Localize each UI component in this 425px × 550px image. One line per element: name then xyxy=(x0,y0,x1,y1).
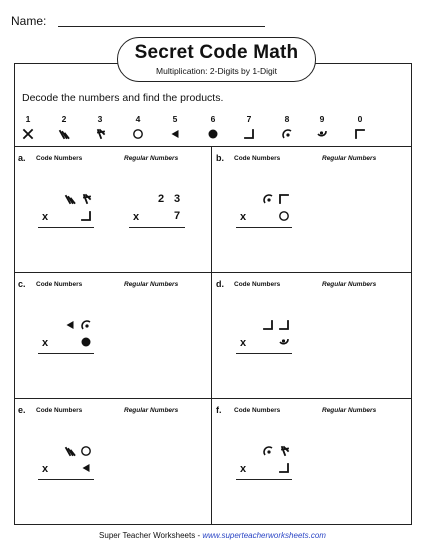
code-symbol xyxy=(278,336,290,348)
regular-numbers-header: Regular Numbers xyxy=(124,281,179,288)
problem-letter: a. xyxy=(18,153,26,163)
triple-slash-alt-icon xyxy=(278,445,290,457)
regular-numbers-header: Regular Numbers xyxy=(322,407,377,414)
arc-dot-icon xyxy=(80,319,92,331)
problem-panel xyxy=(14,399,211,524)
code-problem xyxy=(38,319,98,359)
top-left-corner-icon xyxy=(354,128,366,140)
code-key-symbol xyxy=(88,127,112,145)
answer-line xyxy=(236,227,292,228)
digit: 7 xyxy=(173,210,181,222)
hollow-circle-icon xyxy=(132,128,144,140)
code-numbers-header: Code Numbers xyxy=(234,281,281,288)
regular-problem xyxy=(129,193,189,233)
left-triangle-icon xyxy=(64,319,76,331)
bottom-right-corner-icon xyxy=(262,319,274,331)
code-symbol xyxy=(80,193,92,205)
code-symbol xyxy=(80,210,92,222)
bottom-right-corner-icon xyxy=(278,319,290,331)
code-symbol xyxy=(278,210,290,222)
code-key-item xyxy=(52,114,76,145)
problem-panel xyxy=(14,147,211,272)
code-symbol xyxy=(262,319,274,331)
code-key-symbol xyxy=(310,127,334,145)
regular-answer-area[interactable] xyxy=(124,439,204,499)
code-key-item xyxy=(201,114,225,145)
problem-letter: f. xyxy=(216,405,222,415)
code-symbol xyxy=(64,319,76,331)
page-title: Secret Code Math xyxy=(134,42,299,63)
problem-letter: e. xyxy=(18,405,26,415)
code-key-digit: 6 xyxy=(210,114,216,124)
code-key-symbol xyxy=(275,127,299,145)
answer-line xyxy=(129,227,185,228)
code-key-digit: 1 xyxy=(25,114,31,124)
code-key-digit: 9 xyxy=(319,114,325,124)
answer-line xyxy=(38,479,94,480)
code-key-digit: 0 xyxy=(357,114,363,124)
cup-dot-icon xyxy=(316,128,328,140)
code-symbol xyxy=(278,445,290,457)
code-key-item xyxy=(310,114,334,145)
code-symbol xyxy=(278,319,290,331)
bottom-right-corner-icon xyxy=(80,210,92,222)
code-key-digit: 7 xyxy=(246,114,252,124)
regular-answer-area[interactable] xyxy=(322,439,402,499)
code-key-item xyxy=(126,114,150,145)
filled-circle-icon xyxy=(80,336,92,348)
code-key-symbol xyxy=(201,127,225,145)
code-numbers-header: Code Numbers xyxy=(234,407,281,414)
multiply-operator: x xyxy=(42,463,49,475)
title-pill xyxy=(117,37,316,82)
code-problem xyxy=(236,319,296,359)
code-problem xyxy=(38,445,98,485)
top-left-corner-icon xyxy=(278,193,290,205)
code-key-symbol xyxy=(163,127,187,145)
instructions: Decode the numbers and find the products. xyxy=(22,92,224,104)
code-numbers-header: Code Numbers xyxy=(36,407,83,414)
code-key-digit: 8 xyxy=(284,114,290,124)
code-key-digit: 2 xyxy=(61,114,67,124)
code-numbers-header: Code Numbers xyxy=(234,155,281,162)
regular-answer-area[interactable] xyxy=(322,187,402,247)
regular-numbers-header: Regular Numbers xyxy=(124,407,179,414)
regular-numbers-header: Regular Numbers xyxy=(322,281,377,288)
digit: 2 xyxy=(157,193,165,205)
triple-slash-alt-icon xyxy=(80,193,92,205)
answer-line xyxy=(38,227,94,228)
code-key-item xyxy=(348,114,372,145)
name-label: Name: xyxy=(11,14,47,28)
code-key-symbol xyxy=(16,127,40,145)
x-mark-icon xyxy=(22,128,34,140)
multiply-operator: x xyxy=(42,211,49,223)
multiply-operator: x xyxy=(133,211,140,223)
hollow-circle-icon xyxy=(278,210,290,222)
code-symbol xyxy=(80,462,92,474)
arc-dot-icon xyxy=(281,128,293,140)
arc-dot-icon xyxy=(262,193,274,205)
code-key-digit: 5 xyxy=(172,114,178,124)
regular-answer-area[interactable] xyxy=(124,313,204,373)
triple-slash-icon xyxy=(64,193,76,205)
answer-line xyxy=(38,353,94,354)
code-numbers-header: Code Numbers xyxy=(36,155,83,162)
problem-letter: c. xyxy=(18,279,26,289)
code-key-symbol xyxy=(237,127,261,145)
problem-panel xyxy=(212,399,409,524)
left-triangle-icon xyxy=(80,462,92,474)
code-key-symbol xyxy=(348,127,372,145)
bottom-right-corner-icon xyxy=(243,128,255,140)
code-symbol xyxy=(262,193,274,205)
answer-line xyxy=(236,353,292,354)
problem-panel xyxy=(212,273,409,398)
code-symbol xyxy=(64,193,76,205)
page-subtitle: Multiplication: 2-Digits by 1-Digit xyxy=(156,66,277,76)
bottom-right-corner-icon xyxy=(278,462,290,474)
code-key-digit: 3 xyxy=(97,114,103,124)
triple-slash-icon xyxy=(64,445,76,457)
filled-circle-icon xyxy=(207,128,219,140)
code-key-symbol xyxy=(126,127,150,145)
footer-url[interactable]: www.superteacherworksheets.com xyxy=(202,531,326,540)
code-symbol xyxy=(80,445,92,457)
problem-panel xyxy=(212,147,409,272)
regular-numbers-header: Regular Numbers xyxy=(322,155,377,162)
code-problem xyxy=(236,193,296,233)
code-symbol xyxy=(80,336,92,348)
hollow-circle-icon xyxy=(80,445,92,457)
answer-line xyxy=(236,479,292,480)
code-key-item xyxy=(275,114,299,145)
problem-letter: d. xyxy=(216,279,224,289)
triple-slash-alt-icon xyxy=(94,128,106,140)
code-symbol xyxy=(80,319,92,331)
code-symbol xyxy=(278,193,290,205)
problem-panel xyxy=(14,273,211,398)
code-symbol xyxy=(278,462,290,474)
digit: 3 xyxy=(173,193,181,205)
arc-dot-icon xyxy=(262,445,274,457)
triple-slash-icon xyxy=(58,128,70,140)
code-key-item xyxy=(16,114,40,145)
code-symbol xyxy=(262,445,274,457)
code-problem xyxy=(38,193,98,233)
multiply-operator: x xyxy=(240,211,247,223)
code-problem xyxy=(236,445,296,485)
multiply-operator: x xyxy=(42,337,49,349)
cup-dot-icon xyxy=(278,336,290,348)
left-triangle-icon xyxy=(169,128,181,140)
code-symbol xyxy=(64,445,76,457)
code-numbers-header: Code Numbers xyxy=(36,281,83,288)
code-key-item xyxy=(88,114,112,145)
footer xyxy=(0,531,425,540)
problem-letter: b. xyxy=(216,153,224,163)
name-answer-line[interactable] xyxy=(58,26,265,27)
multiply-operator: x xyxy=(240,337,247,349)
regular-numbers-header: Regular Numbers xyxy=(124,155,179,162)
code-key-item xyxy=(237,114,261,145)
code-key-item xyxy=(163,114,187,145)
multiply-operator: x xyxy=(240,463,247,475)
code-key-symbol xyxy=(52,127,76,145)
regular-answer-area[interactable] xyxy=(322,313,402,373)
footer-site-name: Super Teacher Worksheets - xyxy=(99,531,203,540)
code-key-digit: 4 xyxy=(135,114,141,124)
